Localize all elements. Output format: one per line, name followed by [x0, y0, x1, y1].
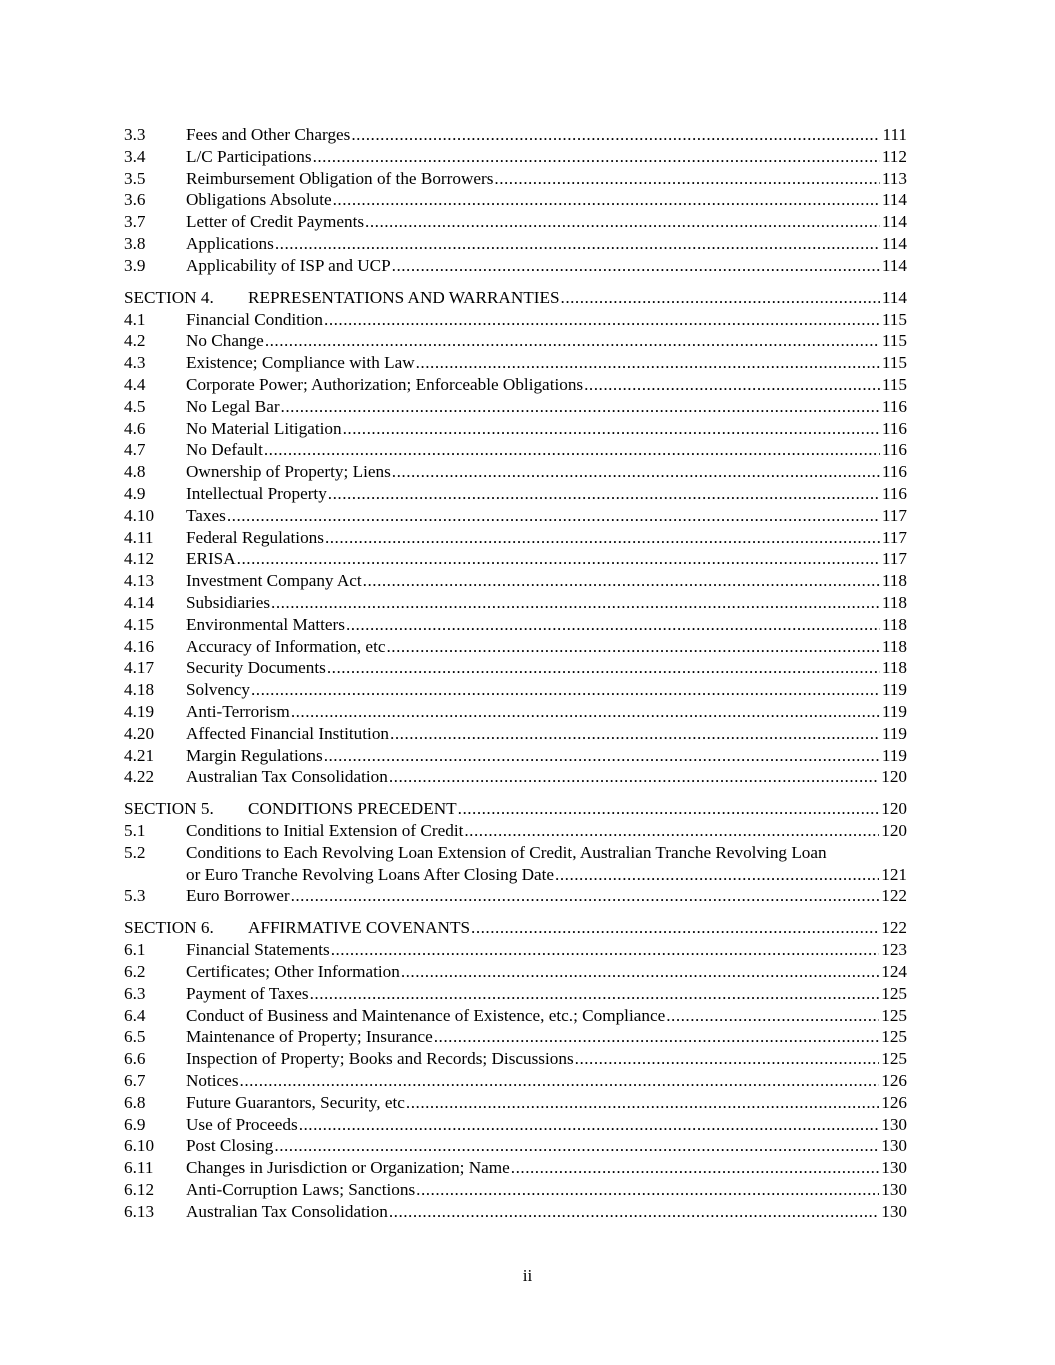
toc-entry[interactable]: [124, 255, 907, 277]
toc-section-number: SECTION 6.: [124, 918, 214, 938]
toc-entry[interactable]: [124, 614, 907, 636]
toc-entry-page: 115: [881, 374, 907, 394]
toc-entry-number: 4.3: [124, 353, 146, 373]
dot-leader: [240, 1070, 880, 1092]
toc-entry-title: Changes in Jurisdiction or Organization; Name: [186, 1158, 510, 1178]
dot-leader: [291, 885, 880, 907]
toc-entry-page: 115: [881, 353, 907, 373]
toc-entry[interactable]: [124, 374, 907, 396]
dot-leader: [666, 1005, 879, 1027]
toc-entry-title: No Change: [186, 331, 264, 351]
dot-leader: [392, 255, 880, 277]
toc-entry-number: 4.19: [124, 701, 155, 721]
dot-leader: [392, 461, 880, 483]
toc-entry[interactable]: [124, 189, 907, 211]
dot-leader: [575, 1048, 880, 1070]
dot-leader: [324, 309, 880, 331]
toc-entry[interactable]: [124, 396, 907, 418]
toc-entry-title: Corporate Power; Authorization; Enforceable Obligations: [186, 374, 584, 394]
toc-entry-title: Applicability of ISP and UCP: [186, 255, 391, 275]
toc-entry[interactable]: [124, 1092, 907, 1114]
dot-leader: [555, 864, 879, 886]
toc-entry-page: 126: [881, 1071, 907, 1091]
toc-entry-page: 114: [881, 190, 907, 210]
toc-entry[interactable]: [124, 1114, 907, 1136]
toc-entry-title: Accuracy of Information, etc: [186, 636, 386, 656]
toc-entry[interactable]: [124, 885, 907, 907]
toc-entry-title: Future Guarantors, Security, etc: [186, 1092, 405, 1112]
dot-leader: [333, 189, 880, 211]
toc-entry-page: 123: [881, 940, 907, 960]
toc-entry-page: 115: [881, 331, 907, 351]
dot-leader: [275, 233, 880, 255]
dot-leader: [561, 287, 880, 309]
toc-entry-number: 6.12: [124, 1180, 155, 1200]
toc-entry[interactable]: [124, 211, 907, 233]
toc-entry[interactable]: [124, 592, 907, 614]
toc-entry-page: 118: [881, 658, 907, 678]
toc-entry[interactable]: [124, 461, 907, 483]
toc-entry-page: 117: [881, 527, 907, 547]
dot-leader: [494, 168, 879, 190]
toc-entry-page: 125: [881, 1027, 907, 1047]
toc-entry[interactable]: [124, 1070, 907, 1092]
toc-entry-number: 6.13: [124, 1201, 155, 1221]
toc-entry-page: 119: [881, 745, 907, 765]
toc-entry-page: 125: [881, 983, 907, 1003]
toc-entry[interactable]: [124, 352, 907, 374]
toc-entry-title: Notices: [186, 1071, 239, 1091]
toc-entry[interactable]: [124, 636, 907, 658]
toc-entry-number: 4.2: [124, 331, 146, 351]
toc-entry-number: 4.17: [124, 658, 155, 678]
toc-entry-number: 4.6: [124, 418, 146, 438]
toc-entry-page: 118: [881, 571, 907, 591]
toc-entry-title: No Material Litigation: [186, 418, 342, 438]
toc-entry-page: 117: [881, 505, 907, 525]
toc-entry-page: 114: [881, 287, 907, 307]
dot-leader: [416, 352, 880, 374]
toc-entry-number: 3.6: [124, 190, 146, 210]
toc-entry-title: Conditions to Initial Extension of Credit: [186, 821, 464, 841]
toc-entry[interactable]: [124, 168, 907, 190]
toc-entry-title: Federal Regulations: [186, 527, 324, 547]
toc-entry[interactable]: [124, 124, 907, 146]
dot-leader: [389, 766, 879, 788]
toc-entry-page: 115: [881, 309, 907, 329]
toc-entry-page: 130: [881, 1136, 907, 1156]
toc-entry-title: No Legal Bar: [186, 396, 280, 416]
toc-entry[interactable]: [124, 723, 907, 745]
toc-entry-number: 4.1: [124, 309, 146, 329]
toc-entry-title: Conduct of Business and Maintenance of Existence, etc.; Compliance: [186, 1005, 666, 1025]
toc-entry[interactable]: [124, 842, 907, 864]
toc-entry[interactable]: [124, 570, 907, 592]
toc-entry-title: Reimbursement Obligation of the Borrowers: [186, 168, 494, 188]
toc-section-heading[interactable]: [124, 287, 907, 309]
dot-leader: [434, 1026, 879, 1048]
toc-entry-page: 114: [881, 233, 907, 253]
dot-leader: [343, 418, 880, 440]
toc-entry[interactable]: [124, 679, 907, 701]
toc-entry[interactable]: [124, 961, 907, 983]
toc-entry-title: No Default: [186, 440, 263, 460]
toc-entry-number: 4.18: [124, 680, 155, 700]
toc-entry-page: 120: [881, 821, 907, 841]
toc-entry-page: 130: [881, 1180, 907, 1200]
toc-entry[interactable]: [124, 983, 907, 1005]
toc-entry-title: Existence; Compliance with Law: [186, 353, 415, 373]
toc-entry-number: 6.4: [124, 1005, 146, 1025]
toc-entry-title: Taxes: [186, 505, 226, 525]
toc-entry[interactable]: [124, 1026, 907, 1048]
toc-entry-page: 116: [881, 483, 907, 503]
dot-leader: [331, 939, 880, 961]
dot-leader: [299, 1114, 880, 1136]
toc-entry-number: 5.2: [124, 842, 146, 862]
toc-entry-title-continuation: or Euro Tranche Revolving Loans After Closing Date: [186, 864, 555, 884]
toc-entry-number: 4.4: [124, 374, 146, 394]
toc-entry[interactable]: [124, 309, 907, 331]
toc-section-number: SECTION 5.: [124, 799, 214, 819]
toc-entry-title: Applications: [186, 233, 274, 253]
toc-entry-page: 126: [881, 1092, 907, 1112]
toc-entry-page: 120: [881, 799, 907, 819]
toc-entry-number: 4.13: [124, 571, 155, 591]
toc-entry-page: 118: [881, 636, 907, 656]
toc-entry-page: 130: [881, 1114, 907, 1134]
dot-leader: [325, 527, 880, 549]
dot-leader: [310, 983, 880, 1005]
toc-entry-number: 3.8: [124, 233, 146, 253]
toc-section-title: CONDITIONS PRECEDENT: [248, 799, 457, 819]
toc-entry[interactable]: [124, 1005, 907, 1027]
dot-leader: [313, 146, 880, 168]
toc-entry-continuation[interactable]: [124, 864, 907, 886]
toc-entry-number: 4.10: [124, 505, 155, 525]
dot-leader: [324, 745, 880, 767]
toc-entry[interactable]: [124, 820, 907, 842]
toc-entry-page: 125: [881, 1005, 907, 1025]
toc-entry-number: 6.8: [124, 1092, 146, 1112]
toc-entry-number: 6.10: [124, 1136, 155, 1156]
toc-entry-number: 4.16: [124, 636, 155, 656]
toc-entry-number: 3.3: [124, 125, 146, 144]
toc-entry[interactable]: [124, 1135, 907, 1157]
toc-section-heading[interactable]: [124, 798, 907, 820]
toc-entry-page: 116: [881, 440, 907, 460]
toc-entry-number: 4.15: [124, 614, 155, 634]
toc-entry-title: Affected Financial Institution: [186, 723, 390, 743]
toc-entry-number: 4.22: [124, 767, 155, 787]
toc-entry-page: 119: [881, 701, 907, 721]
toc-entry-title: Financial Condition: [186, 309, 324, 329]
toc-entry-number: 4.8: [124, 462, 146, 482]
toc-entry-page: 118: [881, 592, 907, 612]
dot-leader: [251, 679, 880, 701]
toc-entry-title: Conditions to Each Revolving Loan Extension of Credit, Australian Tranche Revolving Loan: [186, 842, 827, 862]
toc-entry-page: 122: [881, 886, 907, 906]
dot-leader: [390, 723, 880, 745]
toc-entry-title: Ownership of Property; Liens: [186, 462, 391, 482]
dot-leader: [365, 211, 880, 233]
toc-entry-title: Use of Proceeds: [186, 1114, 298, 1134]
toc-entry-number: 4.12: [124, 549, 155, 569]
toc-entry-title: Post Closing: [186, 1136, 274, 1156]
toc-entry-title: Solvency: [186, 680, 250, 700]
toc-entry-title: Subsidiaries: [186, 592, 271, 612]
toc-entry[interactable]: [124, 1179, 907, 1201]
toc-entry-title: ERISA: [186, 549, 236, 569]
toc-entry-number: 4.5: [124, 396, 146, 416]
toc-entry[interactable]: [124, 657, 907, 679]
toc-entry-number: 4.11: [124, 527, 154, 547]
toc-entry[interactable]: [124, 527, 907, 549]
toc-entry-page: 118: [881, 614, 907, 634]
toc-entry-page: 122: [881, 918, 907, 938]
toc-entry-number: 3.9: [124, 255, 146, 275]
toc-entry[interactable]: [124, 505, 907, 527]
dot-leader: [464, 820, 879, 842]
toc-entry-number: 6.5: [124, 1027, 146, 1047]
toc-entry-title: Financial Statements: [186, 940, 330, 960]
toc-entry-title: Letter of Credit Payments: [186, 212, 365, 232]
toc-entry[interactable]: [124, 766, 907, 788]
toc-entry[interactable]: [124, 1048, 907, 1070]
toc-entry[interactable]: [124, 939, 907, 961]
dot-leader: [327, 657, 880, 679]
toc-entry[interactable]: [124, 701, 907, 723]
dot-leader: [471, 917, 879, 939]
toc-entry[interactable]: [124, 418, 907, 440]
toc-entry[interactable]: [124, 330, 907, 352]
toc-entry-page: 119: [881, 723, 907, 743]
dot-leader: [265, 330, 880, 352]
toc-entry-title: Fees and Other Charges: [186, 125, 351, 144]
toc-entry-page: 120: [881, 767, 907, 787]
dot-leader: [511, 1157, 879, 1179]
toc-entry-title: Maintenance of Property; Insurance: [186, 1027, 433, 1047]
toc-entry[interactable]: [124, 233, 907, 255]
dot-leader: [351, 124, 880, 146]
dot-leader: [458, 798, 880, 820]
toc-entry-title: Investment Company Act: [186, 571, 362, 591]
toc-entry-title: Australian Tax Consolidation: [186, 1201, 388, 1221]
toc-entry-page: 130: [881, 1201, 907, 1221]
dot-leader: [401, 961, 879, 983]
toc-entry-page: 112: [881, 146, 907, 166]
toc-entry-number: 6.9: [124, 1114, 146, 1134]
toc-entry-title: Anti-Terrorism: [186, 701, 290, 721]
dot-leader: [386, 636, 879, 658]
dot-leader: [346, 614, 880, 636]
toc-entry[interactable]: [124, 439, 907, 461]
toc-entry-number: 6.7: [124, 1071, 146, 1091]
dot-leader: [227, 505, 880, 527]
toc-entry-title: Inspection of Property; Books and Records; Discussions: [186, 1049, 574, 1069]
toc-entry-number: 6.3: [124, 983, 146, 1003]
toc-entry-number: 6.6: [124, 1049, 146, 1069]
toc-entry-title: Certificates; Other Information: [186, 962, 400, 982]
toc-entry-page: 114: [881, 212, 907, 232]
dot-leader: [328, 483, 880, 505]
toc-entry-number: 4.20: [124, 723, 155, 743]
toc-section-heading[interactable]: [124, 917, 907, 939]
toc-entry-page: 114: [881, 255, 907, 275]
toc-entry-number: 4.14: [124, 592, 155, 612]
dot-leader: [406, 1092, 879, 1114]
toc-entry-page: 121: [881, 864, 907, 884]
toc-entry[interactable]: [124, 1157, 907, 1179]
toc-entry-page: 116: [881, 396, 907, 416]
toc-entry-number: 6.2: [124, 962, 146, 982]
toc-section-title: AFFIRMATIVE COVENANTS: [248, 918, 471, 938]
toc-entry-number: 3.4: [124, 146, 146, 166]
toc-entry-title: Euro Borrower: [186, 886, 290, 906]
toc-entry-number: 5.1: [124, 821, 146, 841]
toc-entry-title: Intellectual Property: [186, 483, 327, 503]
toc-entry[interactable]: [124, 146, 907, 168]
dot-leader: [274, 1135, 879, 1157]
toc-entry-number: 6.11: [124, 1158, 154, 1178]
toc-entry-page: 117: [881, 549, 907, 569]
dot-leader: [264, 439, 880, 461]
toc-entry-number: 4.21: [124, 745, 155, 765]
dot-leader: [363, 570, 880, 592]
toc-entry[interactable]: [124, 745, 907, 767]
dot-leader: [291, 701, 880, 723]
toc-entry-number: 6.1: [124, 940, 146, 960]
dot-leader: [389, 1201, 879, 1223]
toc-entry[interactable]: [124, 1201, 907, 1223]
toc-entry-page: 111: [882, 125, 907, 144]
dot-leader: [271, 592, 880, 614]
toc-entry-title: Payment of Taxes: [186, 983, 309, 1003]
toc-entry-title: L/C Participations: [186, 146, 312, 166]
toc-entry-number: 4.7: [124, 440, 146, 460]
toc-entry[interactable]: [124, 548, 907, 570]
dot-leader: [237, 548, 880, 570]
toc-entry-title: Australian Tax Consolidation: [186, 767, 388, 787]
dot-leader: [416, 1179, 879, 1201]
toc-entry-page: 125: [881, 1049, 907, 1069]
toc-entry-title: Obligations Absolute: [186, 190, 332, 210]
toc-entry-number: 3.7: [124, 212, 146, 232]
toc-entry[interactable]: [124, 483, 907, 505]
toc-entry-number: 4.9: [124, 483, 146, 503]
toc-entry-number: 5.3: [124, 886, 146, 906]
toc-entry-page: 119: [881, 680, 907, 700]
toc-entry-title: Anti-Corruption Laws; Sanctions: [186, 1180, 416, 1200]
toc-entry-number: 3.5: [124, 168, 146, 188]
toc-entry-title: Environmental Matters: [186, 614, 345, 634]
dot-leader: [281, 396, 880, 418]
toc-entry-page: 116: [881, 418, 907, 438]
dot-leader: [584, 374, 880, 396]
toc-entry-page: 113: [881, 168, 907, 188]
toc-section-number: SECTION 4.: [124, 287, 214, 307]
toc-entry-title: Security Documents: [186, 658, 326, 678]
toc-entry-page: 124: [881, 962, 907, 982]
page-number: ii: [522, 1266, 533, 1285]
toc-entry-page: 116: [881, 462, 907, 482]
toc-section-title: REPRESENTATIONS AND WARRANTIES: [248, 287, 560, 307]
toc-entry-page: 130: [881, 1158, 907, 1178]
toc-entry-title: Margin Regulations: [186, 745, 323, 765]
table-of-contents: [124, 124, 907, 1223]
